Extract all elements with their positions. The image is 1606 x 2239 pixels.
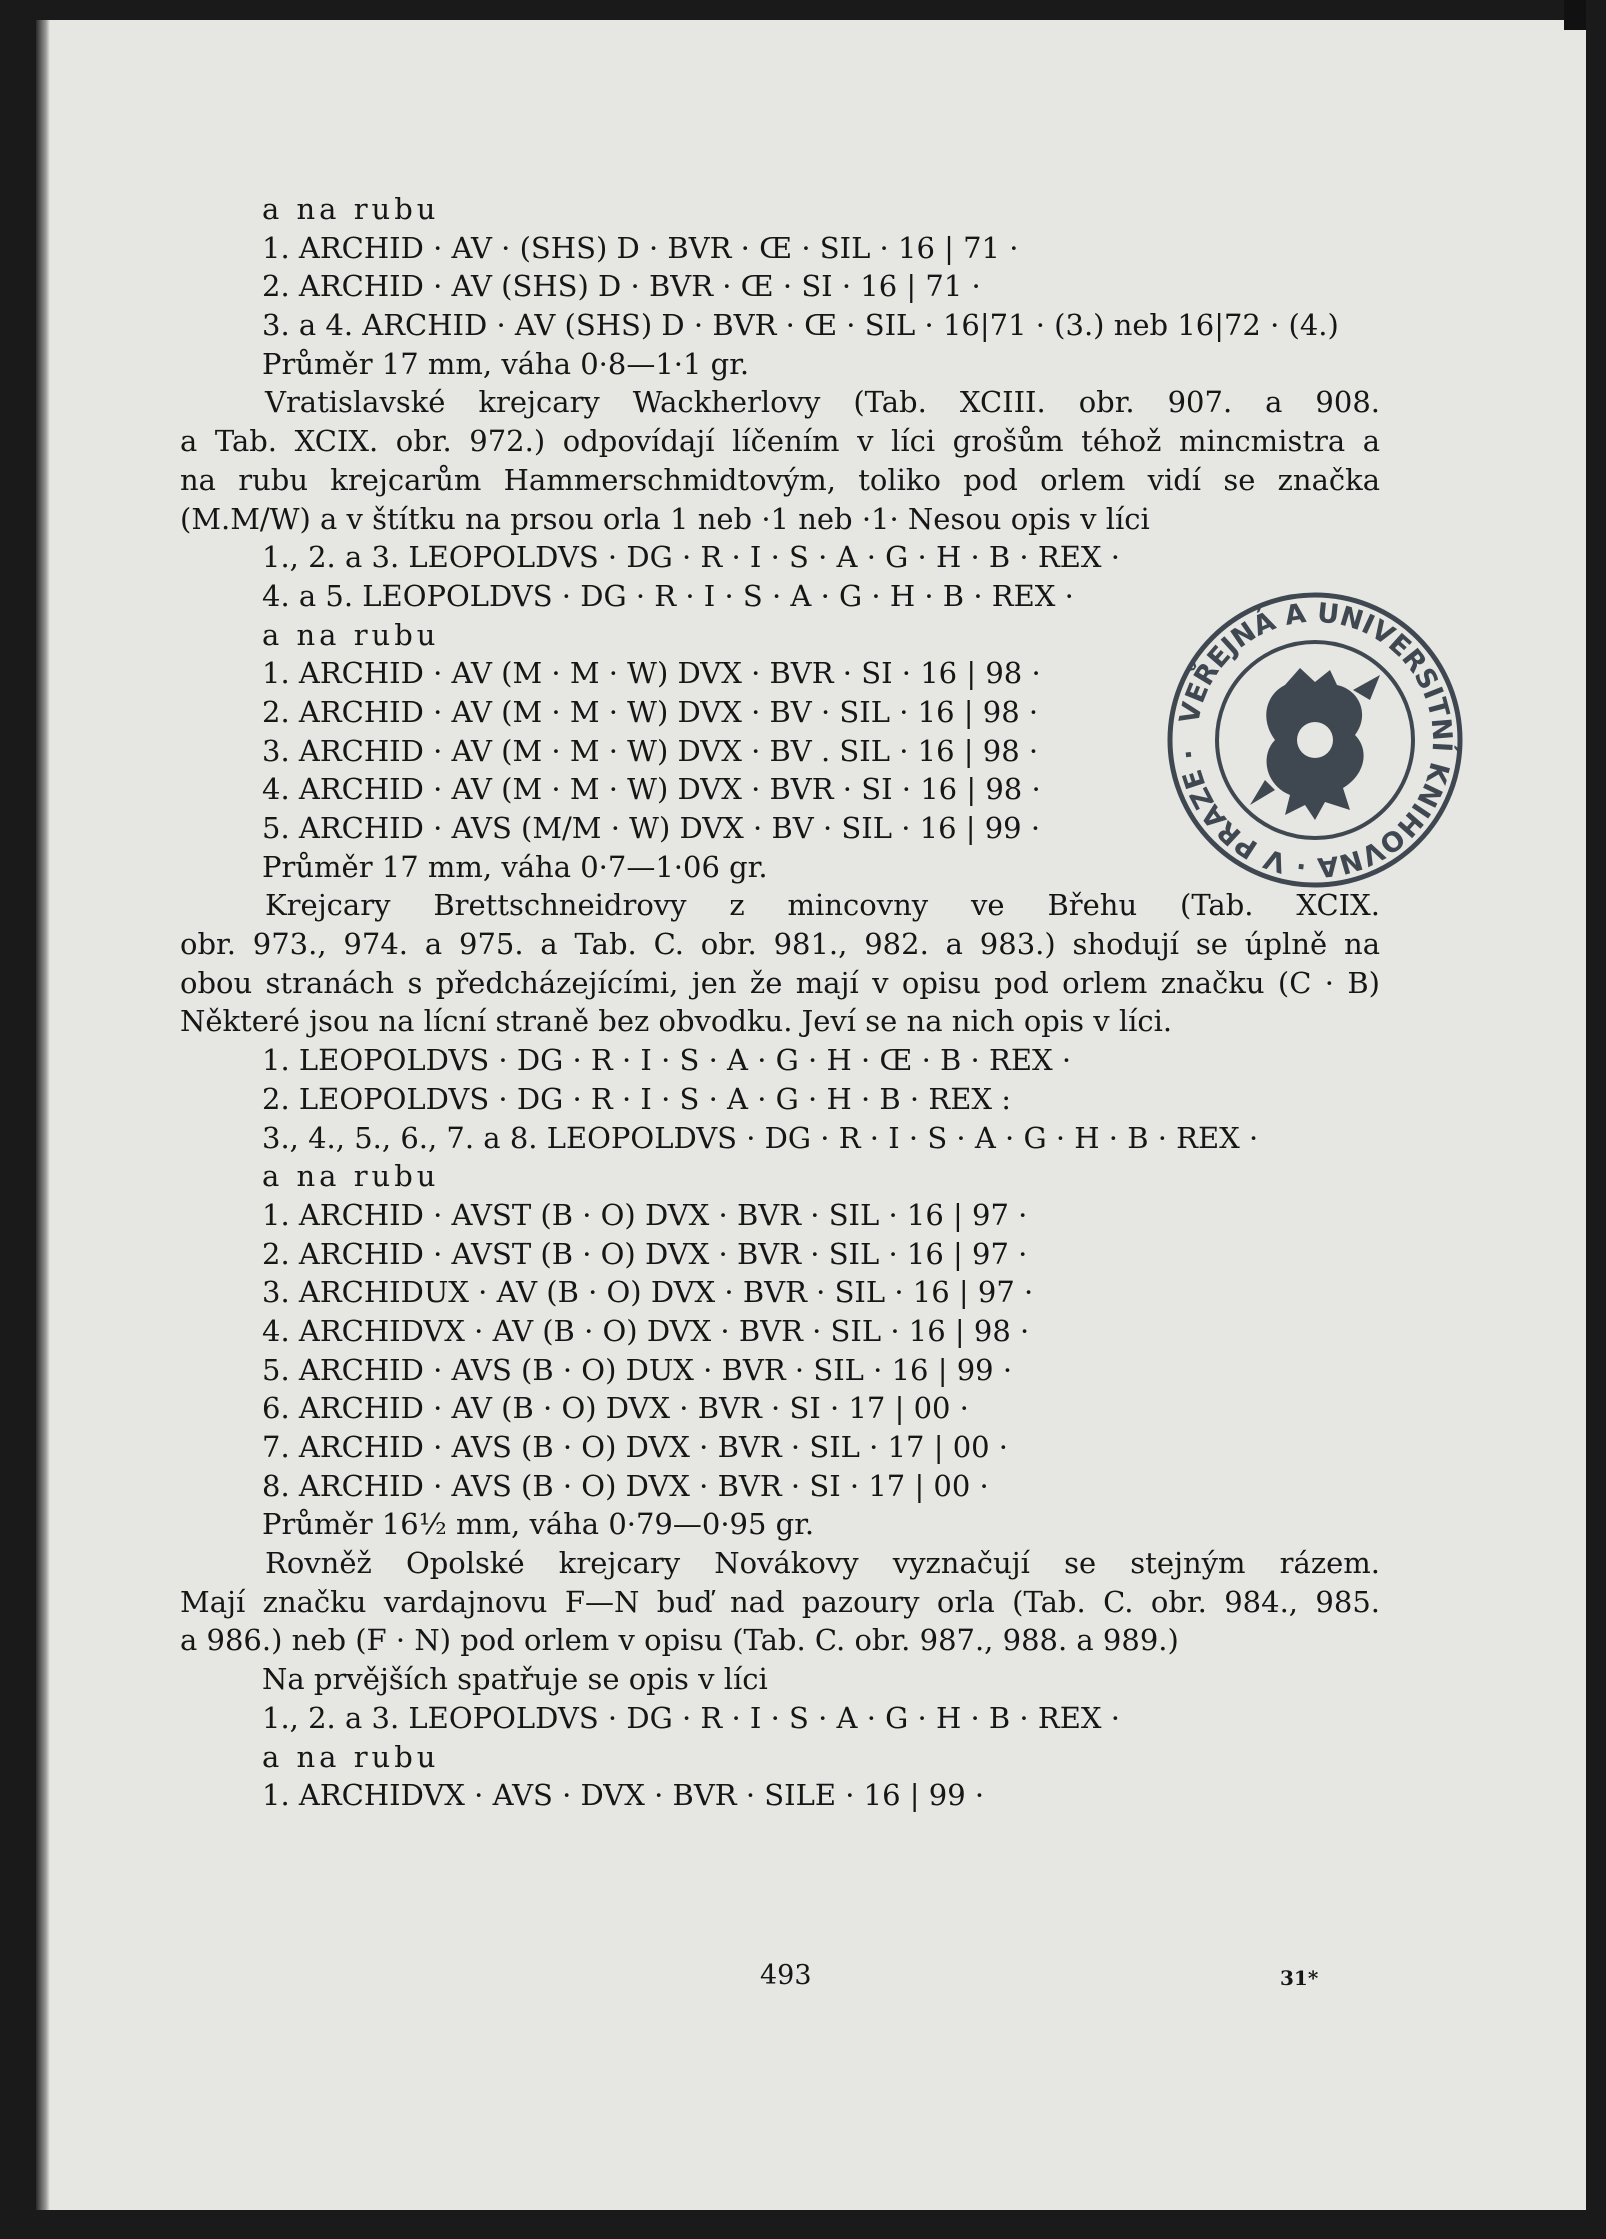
text-line: a na rubu <box>262 617 440 652</box>
text-line: 1. LEOPOLDVS · DG · R · I · S · A · G · H · Œ · B · REX · <box>262 1043 1072 1078</box>
page-number: 493 <box>760 1960 812 1991</box>
stamp-text: VEŘEJNÁ A UNIVERSITNÍ KNIHOVNA · V PRAZE · <box>1173 597 1458 883</box>
text-line: Mají značku vardajnovu F—N buď nad pazoury orla (Tab. C. obr. 984., 985. <box>180 1584 1380 1619</box>
text-line: 5. ARCHID · AVS (B · O) DUX · BVR · SIL · 16 | 99 · <box>262 1352 1013 1387</box>
text-line: Průměr 17 mm, váha 0·8—1·1 gr. <box>262 346 750 381</box>
text-line: a Tab. XCIX. obr. 972.) odpovídají líčením v líci grošům téhož mincmistra a <box>180 424 1380 459</box>
scan-corner <box>1564 0 1586 30</box>
text-line: Rovněž Opolské krejcary Novákovy vyznačují se stejným rázem. <box>265 1546 1380 1581</box>
text-line: 3. ARCHIDUX · AV (B · O) DVX · BVR · SIL · 16 | 97 · <box>262 1275 1034 1310</box>
text-line: 3. ARCHID · AV (M · M · W) DVX · BV . SIL · 16 | 98 · <box>262 733 1039 768</box>
text-line: (M.M/W) a v štítku na prsou orla 1 neb ·1 neb ·1· Nesou opis v líci <box>180 501 1150 536</box>
text-line: 1. ARCHID · AV · (SHS) D · BVR · Œ · SIL · 16 | 71 · <box>262 230 1019 265</box>
text-line: Některé jsou na lícní straně bez obvodku. Jeví se na nich opis v líci. <box>180 1004 1173 1039</box>
text-line: Průměr 17 mm, váha 0·7—1·06 gr. <box>262 849 768 884</box>
page-binding-edge <box>36 20 50 2210</box>
text-line: 5. ARCHID · AVS (M/M · W) DVX · BV · SIL · 16 | 99 · <box>262 811 1041 845</box>
text-line: 1. ARCHID · AV (M · M · W) DVX · BVR · SI · 16 | 98 · <box>262 656 1041 691</box>
text-line: 4. ARCHIDVX · AV (B · O) DVX · BVR · SIL · 16 | 98 · <box>262 1313 1030 1348</box>
text-line: 2. ARCHID · AVST (B · O) DVX · BVR · SIL · 16 | 97 · <box>262 1236 1028 1271</box>
text-line: Na prvějších spatřuje se opis v líci <box>262 1662 768 1697</box>
text-line: 2. ARCHID · AV (SHS) D · BVR · Œ · SI · 16 | 71 · <box>262 269 981 304</box>
text-line: 1. ARCHIDVX · AVS · DVX · BVR · SILE · 16 | 99 · <box>262 1778 985 1813</box>
text-line: 4. a 5. LEOPOLDVS · DG · R · I · S · A · G · H · B · REX · <box>262 578 1074 613</box>
text-line: 4. ARCHID · AV (M · M · W) DVX · BVR · SI · 16 | 98 · <box>262 772 1041 807</box>
page-text <box>180 190 1380 1815</box>
text-line: 3. a 4. ARCHID · AV (SHS) D · BVR · Œ · SIL · 16|71 · (3.) neb 16|72 · (4.) <box>262 308 1339 343</box>
text-line: a na rubu <box>262 1159 440 1194</box>
text-line: 7. ARCHID · AVS (B · O) DVX · BVR · SIL · 17 | 00 · <box>262 1430 1009 1464</box>
text-line: 2. ARCHID · AV (M · M · W) DVX · BV · SIL · 16 | 98 · <box>262 694 1039 729</box>
library-stamp-icon <box>1165 590 1465 890</box>
text-line: obr. 973., 974. a 975. a Tab. C. obr. 981., 982. a 983.) shodují se úplně na <box>180 927 1380 962</box>
text-line: 1., 2. a 3. LEOPOLDVS · DG · R · I · S · A · G · H · B · REX · <box>262 540 1120 575</box>
text-line: 1., 2. a 3. LEOPOLDVS · DG · R · I · S · A · G · H · B · REX · <box>262 1700 1120 1735</box>
text-line: a na rubu <box>262 1739 440 1774</box>
text-line: na rubu krejcarům Hammerschmidtovým, toliko pod orlem vidí se značka <box>180 462 1380 497</box>
text-line: obou stranách s předcházejícími, jen že mají v opisu pod orlem značku (C · B) <box>180 965 1380 1000</box>
text-line: 8. ARCHID · AVS (B · O) DVX · BVR · SI · 17 | 00 · <box>262 1468 989 1503</box>
text-line: Vratislavské krejcary Wackherlovy (Tab. XCIII. obr. 907. a 908. <box>265 385 1380 420</box>
signature-mark: 31* <box>1280 1966 1319 1990</box>
text-line: 1. ARCHID · AVST (B · O) DVX · BVR · SIL · 16 | 97 · <box>262 1197 1028 1232</box>
text-line: a 986.) neb (F · N) pod orlem v opisu (Tab. C. obr. 987., 988. a 989.) <box>180 1623 1179 1658</box>
text-line: 2. LEOPOLDVS · DG · R · I · S · A · G · H · B · REX : <box>262 1081 1012 1116</box>
text-line: 3., 4., 5., 6., 7. a 8. LEOPOLDVS · DG · R · I · S · A · G · H · B · REX · <box>262 1120 1259 1155</box>
text-line: Průměr 16½ mm, váha 0·79—0·95 gr. <box>262 1507 815 1542</box>
text-line: a na rubu <box>262 192 440 226</box>
text-line: 6. ARCHID · AV (B · O) DVX · BVR · SI · 17 | 00 · <box>262 1391 969 1426</box>
text-line: Krejcary Brettschneidrovy z mincovny ve Břehu (Tab. XCIX. <box>265 888 1380 923</box>
